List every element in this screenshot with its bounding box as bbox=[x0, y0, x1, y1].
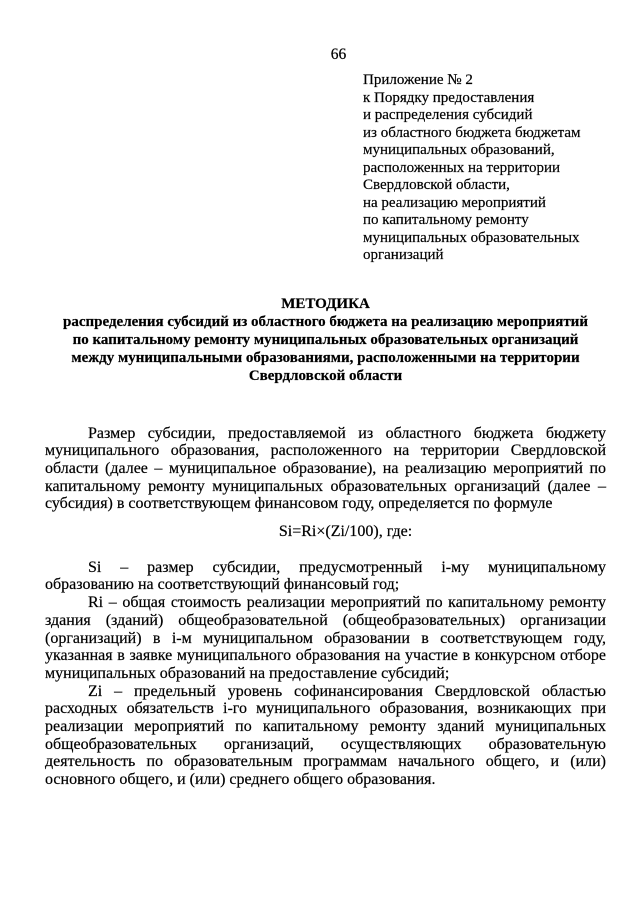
appendix-line: к Порядку предоставления bbox=[363, 89, 535, 106]
document-content bbox=[45, 0, 606, 789]
appendix-line: расположенных на территории bbox=[363, 159, 561, 176]
appendix-line: муниципальных образований, bbox=[363, 142, 555, 158]
definition-si: Si – размер субсидии, предусмотренный i-му муниципальному образованию на соответствующий финансовый год; bbox=[45, 558, 606, 594]
appendix-line: и распределения субсидий bbox=[363, 107, 533, 123]
definition-zi: Zi – предельный уровень софинансирования Свердловской областью расходных обязательств i-го муниципального образования, возникающих при реализации мероприятий по капитальному ремонту зданий муниципальных общеобразовательных организаций, осуществляющих образовательную деятельность по образовательным программам начального общего, и (или) основного общего, и (или) среднего общего образования. bbox=[45, 682, 606, 789]
subsidy-formula: Si=Ri×(Zi/100), где: bbox=[278, 523, 413, 541]
title-line: Свердловской области bbox=[248, 367, 403, 384]
appendix-line: Свердловской области, bbox=[363, 177, 510, 193]
title-line: МЕТОДИКА bbox=[281, 295, 370, 312]
appendix-line: по капитальному ремонту bbox=[363, 212, 529, 228]
appendix-line: на реализацию мероприятий bbox=[363, 194, 546, 211]
document-title bbox=[45, 295, 606, 385]
page-number: 66 bbox=[330, 46, 347, 63]
title-line: распределения субсидий из областного бюджета на реализацию мероприятий bbox=[63, 313, 588, 330]
appendix-line: из областного бюджета бюджетам bbox=[363, 124, 581, 141]
appendix-line: организаций bbox=[363, 247, 444, 263]
appendix-line: Приложение № 2 bbox=[363, 72, 473, 88]
paragraph-subsidy-intro: Размер субсидии, предоставляемой из областного бюджета бюджету муниципального образования, расположенного на территории Свердловской области (далее – муниципальное образование), на реализацию мероприятий по капитальному ремонту муниципальных образовательных организаций (далее – субсидия) в соответствующем финансовом году, определяется по формуле bbox=[45, 424, 606, 513]
appendix-block bbox=[363, 72, 606, 265]
title-line: между муниципальными образованиями, расположенными на территории bbox=[71, 349, 580, 366]
appendix-line: муниципальных образовательных bbox=[363, 229, 580, 246]
title-line: по капитальному ремонту муниципальных образовательных организаций bbox=[72, 331, 579, 348]
definition-ri: Ri – общая стоимость реализации мероприятий по капитальному ремонту здания (зданий) общеобразовательной (общеобразовательных) организации (организаций) в i-м муниципальном образовании в соответствующем году, указанная в заявке муниципального образования на участие в конкурсном отборе муниципальных образований на предоставление субсидий; bbox=[45, 594, 606, 682]
